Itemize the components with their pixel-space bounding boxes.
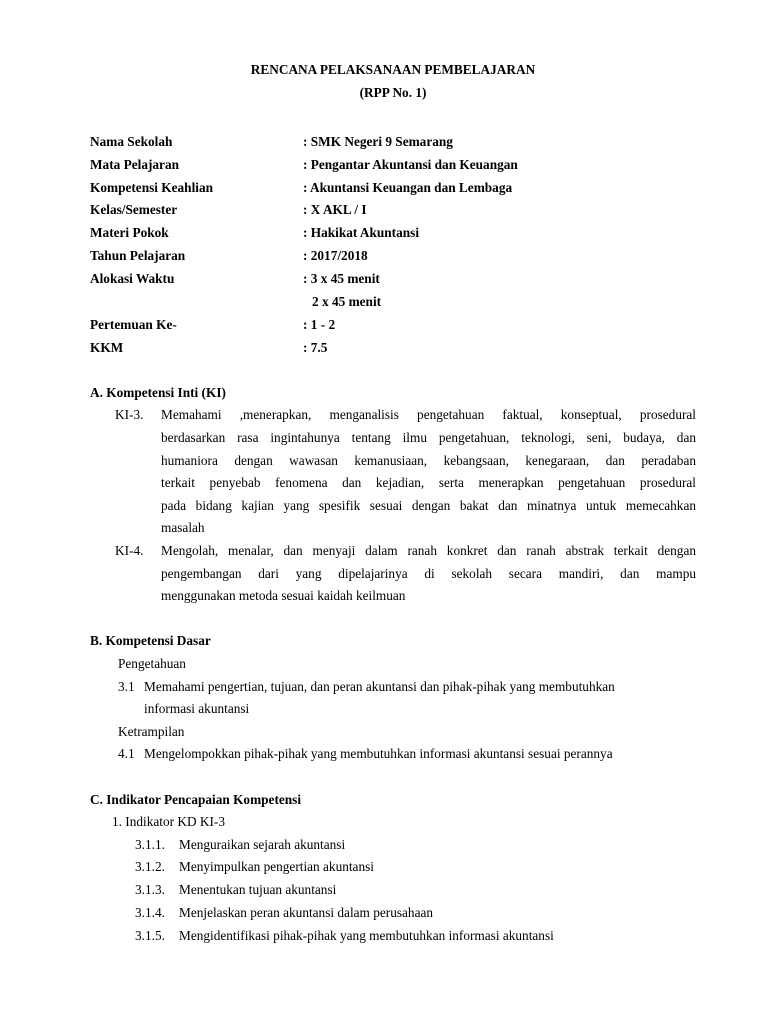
ki-text-line: pada bidang kajian yang spesifik sesuai dengan bakat dan minatnya untuk memecahkan [161,498,696,513]
identity-value: : X AKL / I [303,202,367,217]
identity-value: 2 x 45 menit [312,294,382,309]
identity-value: : Hakikat Akuntansi [303,225,420,240]
ki-text-line: Mengolah, menalar, dan menyaji dalam ranah konkret dan ranah abstrak terkait dengan [161,543,696,558]
indicator-number: 3.1.5. [135,928,165,943]
ki-text-line: pengembangan dari yang dipelajarinya di sekolah secara mandiri, dan mampu [161,566,696,581]
identity-value: : 2017/2018 [303,248,368,263]
ki-text-line: humaniora dengan wawasan kemanusiaan, kebangsaan, kenegaraan, dan peradaban [161,453,696,468]
indicator-number: 3.1.3. [135,882,165,897]
ki-code: KI-4. [115,543,144,558]
indicator-number: 3.1.2. [135,859,165,874]
section-heading: C. Indikator Pencapaian Kompetensi [90,792,302,807]
kd-category-label: Ketrampilan [118,724,185,739]
section-heading: B. Kompetensi Dasar [90,633,211,648]
identity-value: : 7.5 [303,340,328,355]
indicator-text: Menentukan tujuan akuntansi [179,882,337,897]
identity-value: : 3 x 45 menit [303,271,380,286]
indicator-text: Menyimpulkan pengertian akuntansi [179,859,374,874]
kd-text: informasi akuntansi [144,701,250,716]
kd-category-label: Pengetahuan [118,656,186,671]
indicator-text: Menguraikan sejarah akuntansi [179,837,346,852]
ki-text-line: Memahami ,menerapkan, menganalisis pengetahuan faktual, konseptual, prosedural [161,407,696,422]
identity-value: : Akuntansi Keuangan dan Lembaga [303,180,513,195]
ki-text-line: terkait penyebab fenomena dan kejadian, serta menerapkan pengetahuan prosedural [161,475,696,490]
ki-text-line: menggunakan metoda sesuai kaidah keilmuan [161,588,406,603]
identity-value: : 1 - 2 [303,317,336,332]
identity-label: Alokasi Waktu [90,271,175,286]
ki-code: KI-3. [115,407,144,422]
document-subtitle: (RPP No. 1) [359,85,427,100]
identity-label: Nama Sekolah [90,134,173,149]
indicator-number: 3.1.4. [135,905,165,920]
identity-label: Mata Pelajaran [90,157,179,172]
identity-label: Kompetensi Keahlian [90,180,214,195]
identity-value: : Pengantar Akuntansi dan Keuangan [303,157,518,172]
section-heading: A. Kompetensi Inti (KI) [90,385,226,400]
ki-text-line: berdasarkan rasa ingintahunya tentang ilmu pengetahuan, teknologi, seni, budaya, dan [161,430,696,445]
kd-text: Memahami pengertian, tujuan, dan peran akuntansi dan pihak-pihak yang membutuhkan [144,679,615,694]
ki-text-line: masalah [161,520,205,535]
identity-label: Tahun Pelajaran [90,248,186,263]
kd-text: Mengelompokkan pihak-pihak yang membutuhkan informasi akuntansi sesuai perannya [144,746,613,761]
indicator-text: Menjelaskan peran akuntansi dalam perusahaan [179,905,434,920]
identity-label: Kelas/Semester [90,202,178,217]
indicator-number: 3.1.1. [135,837,165,852]
kd-number: 3.1 [118,679,135,694]
kd-number: 4.1 [118,746,135,761]
identity-label: Pertemuan Ke- [90,317,177,332]
identity-label: Materi Pokok [90,225,169,240]
indicator-text: Mengidentifikasi pihak-pihak yang membutuhkan informasi akuntansi [179,928,554,943]
identity-label: KKM [90,340,124,355]
identity-value: : SMK Negeri 9 Semarang [303,134,453,149]
indicator-subheading: 1. Indikator KD KI-3 [112,814,225,829]
document-title: RENCANA PELAKSANAAN PEMBELAJARAN [250,62,536,77]
